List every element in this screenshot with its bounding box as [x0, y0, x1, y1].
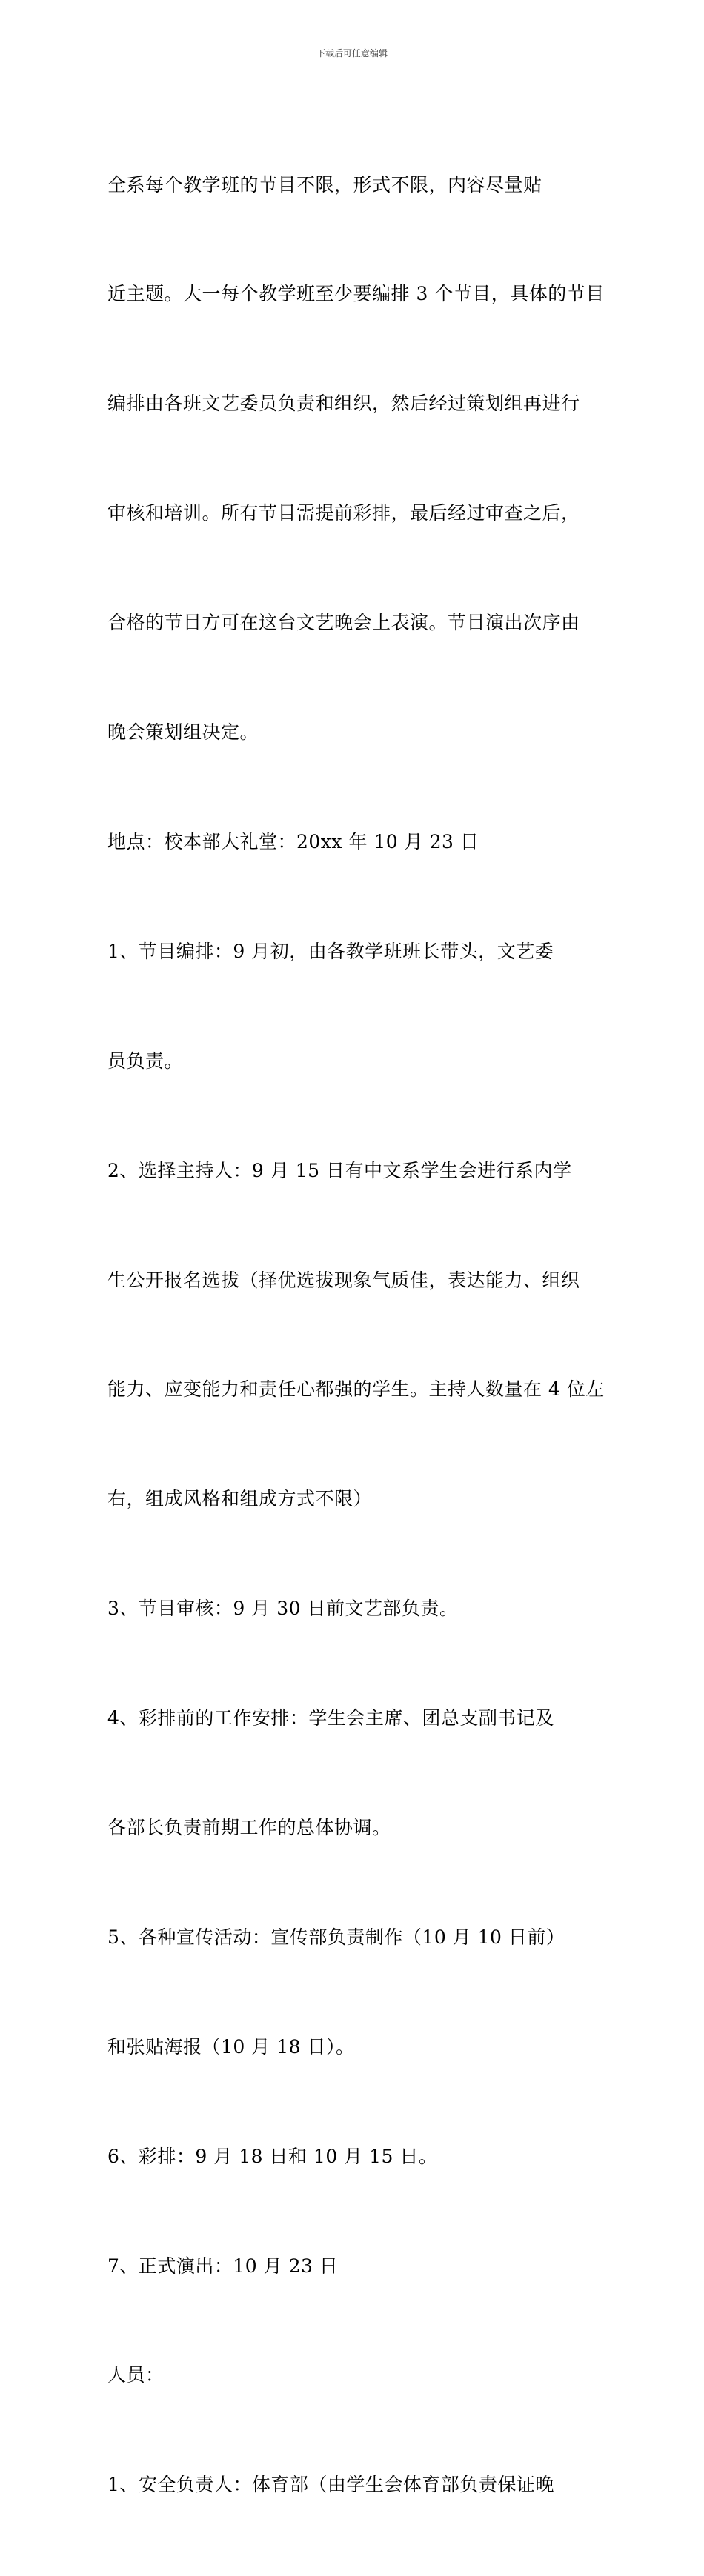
text-line: 合格的节目方可在这台文艺晚会上表演。节目演出次序由: [107, 612, 580, 634]
text-line: 1、安全负责人：体育部（由学生会体育部负责保证晚: [107, 2474, 554, 2496]
text-line: 编排由各班文艺委员负责和组织，然后经过策划组再进行: [107, 393, 580, 415]
document-text: [107, 93, 605, 2576]
text-line: 近主题。大一每个教学班至少要编排 3 个节目，具体的节目: [107, 283, 605, 305]
text-line: 2、选择主持人：9 月 15 日有中文系学生会进行系内学: [107, 1159, 572, 1181]
personnel-heading: 人员：: [107, 2364, 165, 2386]
text-line: 全系每个教学班的节目不限，形式不限，内容尽量贴: [107, 173, 542, 196]
text-line: 生公开报名选拔（择优选拔现象气质佳，表达能力、组织: [107, 1269, 580, 1291]
page-header-note: 下载后可任意编辑: [316, 48, 388, 59]
text-line: 5、各种宣传活动：宣传部负责制作（10 月 10 日前）: [107, 1926, 565, 1948]
text-line: 晚会策划组决定。: [107, 721, 259, 744]
text-line: 7、正式演出：10 月 23 日: [107, 2255, 339, 2277]
text-line: 员负责。: [107, 1050, 184, 1072]
text-line: 审核和培训。所有节目需提前彩排，最后经过审查之后，: [107, 502, 580, 524]
location-line: 地点：校本部大礼堂：20xx 年 10 月 23 日: [107, 830, 479, 852]
text-line: 3、节目审核：9 月 30 日前文艺部负责。: [107, 1598, 459, 1620]
text-line: 各部长负责前期工作的总体协调。: [107, 1816, 391, 1838]
text-line: 1、节目编排：9 月初，由各教学班班长带头，文艺委: [107, 940, 554, 962]
document-body: [107, 93, 605, 2576]
text-line: 和张贴海报（10 月 18 日）。: [107, 2035, 355, 2058]
text-line: 能力、应变能力和责任心都强的学生。主持人数量在 4 位左: [107, 1378, 605, 1401]
text-line: 4、彩排前的工作安排：学生会主席、团总支副书记及: [107, 1707, 554, 1729]
text-line: 右，组成风格和组成方式不限）: [107, 1488, 373, 1510]
text-line: 6、彩排：9 月 18 日和 10 月 15 日。: [107, 2145, 438, 2167]
